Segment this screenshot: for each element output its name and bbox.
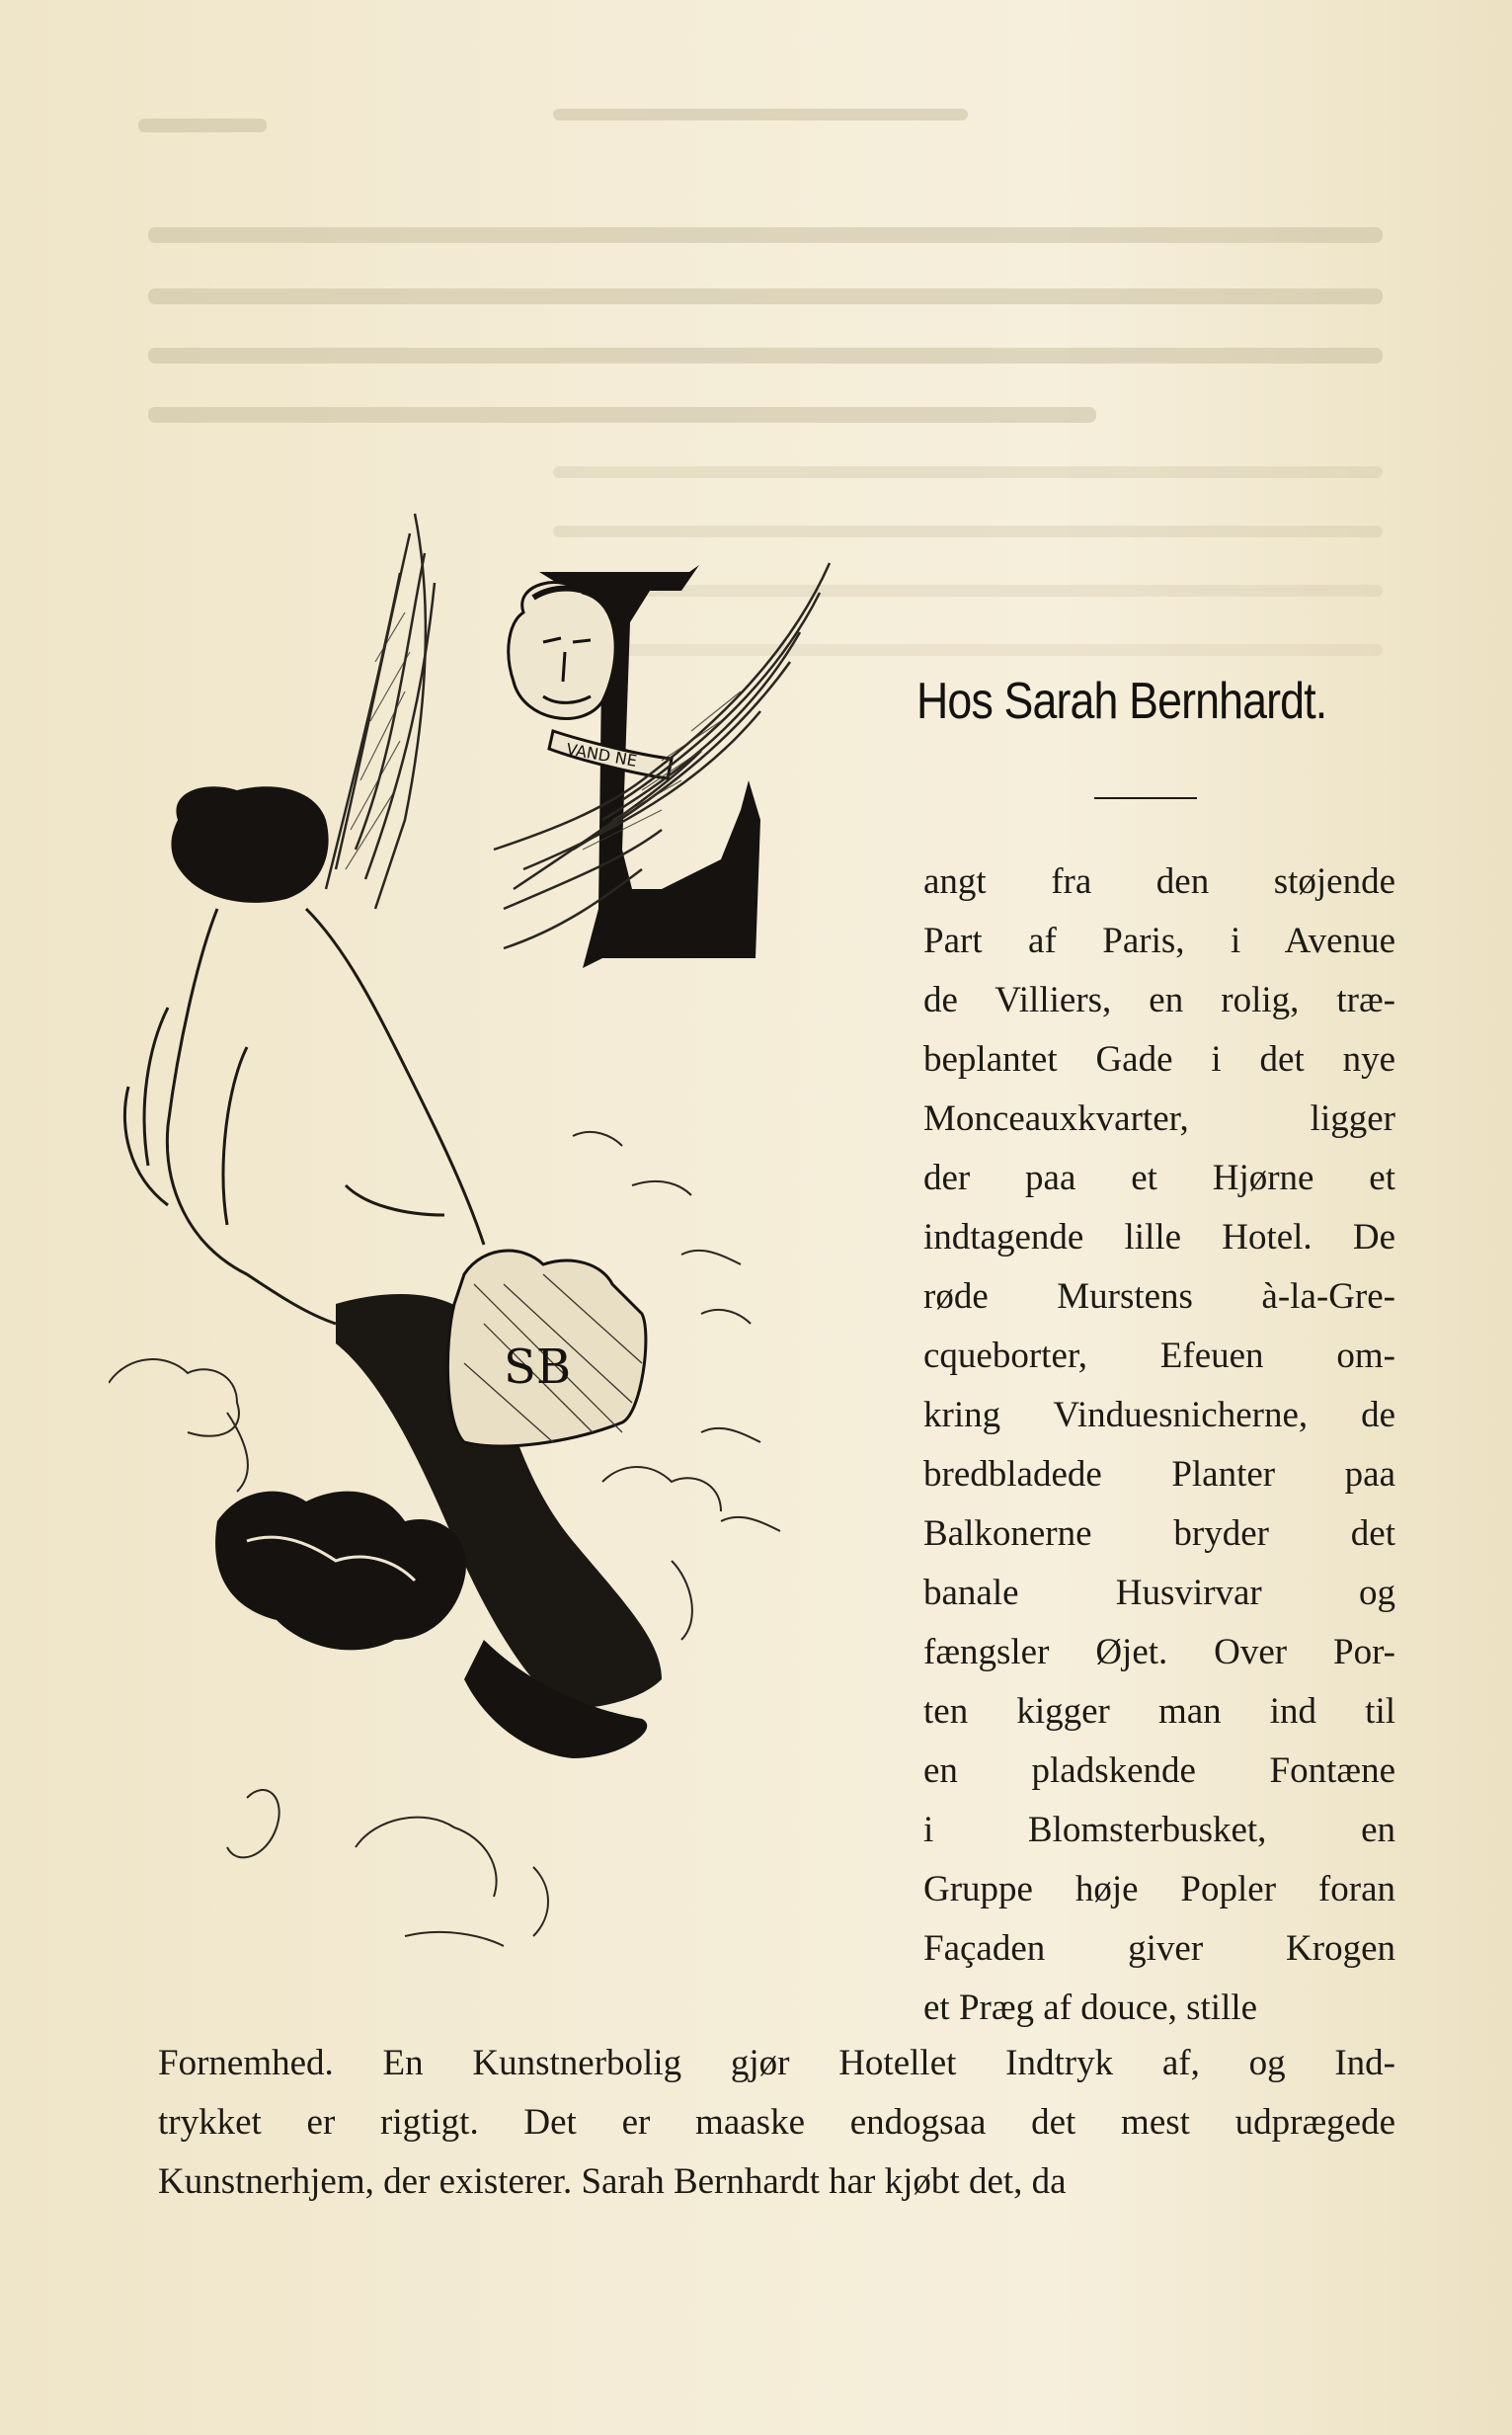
title-rule: [1094, 797, 1197, 799]
column-text-line: et Præg af douce, stille: [923, 1988, 1258, 2028]
column-text-line: de Villiers, en rolig, træ-: [923, 980, 1395, 1020]
column-text-line: kring Vinduesnicherne, de: [923, 1395, 1395, 1435]
column-text-line: Monceauxkvarter, ligger: [923, 1098, 1395, 1139]
full-width-text-line: trykket er rigtigt. Det er maaske endogsaa det mest udprægede: [158, 2102, 1395, 2143]
column-text-line: Façaden giver Krogen: [923, 1928, 1395, 1969]
full-width-text-line: Kunstnerhjem, der existerer. Sarah Bernhardt har kjøbt det, da: [158, 2161, 1067, 2202]
bag-monogram: SB: [504, 1339, 572, 1395]
column-text: [923, 852, 1395, 2038]
column-text-line: banale Husvirvar og: [923, 1573, 1395, 1613]
decorative-initial-illustration: [109, 494, 879, 1956]
column-text-line: beplantet Gade i det nye: [923, 1039, 1395, 1080]
column-text-line: Balkonerne bryder det: [923, 1513, 1395, 1554]
column-text-line: indtagende lille Hotel. De: [923, 1217, 1395, 1258]
column-text-line: en pladskende Fontæne: [923, 1750, 1395, 1791]
column-text-line: angt fra den støjende: [923, 861, 1395, 902]
column-text-line: Gruppe høje Popler foran: [923, 1869, 1395, 1909]
column-text-line: der paa et Hjørne et: [923, 1158, 1395, 1198]
hat-icon: [171, 786, 328, 903]
fur-boa: [215, 1492, 466, 1651]
column-text-line: i Blomsterbusket, en: [923, 1810, 1395, 1850]
column-text-line: fængsler Øjet. Over Por-: [923, 1632, 1395, 1672]
figure-body: [124, 909, 484, 1324]
ribbon-text: VAND NE: [564, 739, 639, 771]
full-width-text: [158, 2034, 1395, 2212]
column-text-line: ten kigger man ind til: [923, 1691, 1395, 1732]
mask-face-icon: [509, 583, 615, 719]
column-text-line: cqueborter, Efeuen om-: [923, 1336, 1395, 1376]
section-title: Hos Sarah Bernhardt.: [916, 673, 1327, 730]
column-text-line: bredbladede Planter paa: [923, 1454, 1395, 1495]
column-text-line: røde Murstens à-la-Gre-: [923, 1276, 1395, 1317]
handbag-icon: [447, 1251, 645, 1446]
column-text-line: Part af Paris, i Avenue: [923, 921, 1395, 961]
full-width-text-line: Fornemhed. En Kunstnerbolig gjør Hotellet Indtryk af, og Ind-: [158, 2043, 1395, 2083]
